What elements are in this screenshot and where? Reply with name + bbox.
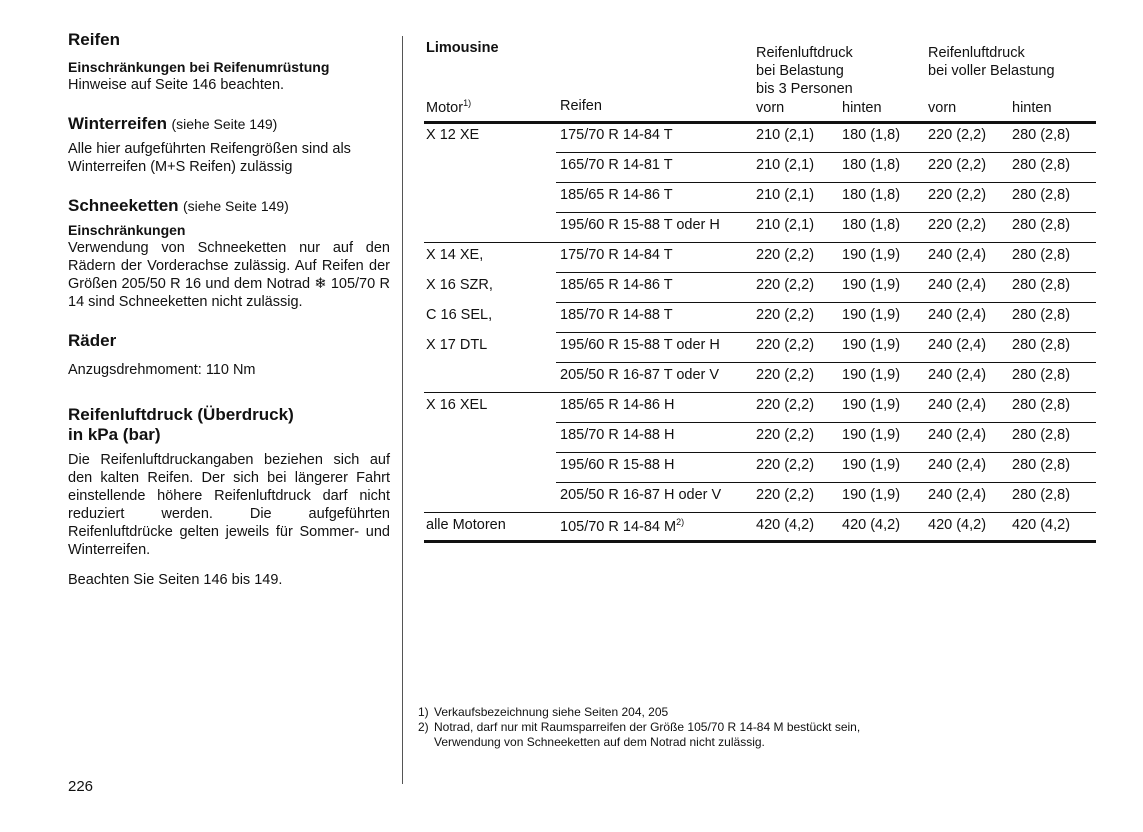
- row-rule: [424, 392, 1096, 393]
- pressure-front-3: 210 (2,1): [756, 187, 815, 203]
- page-title: Reifen: [68, 30, 120, 49]
- see-pages: Beachten Sie Seiten 146 bis 149.: [68, 572, 283, 588]
- header-front-3: vorn: [756, 100, 785, 116]
- tire-size: 195/60 R 15-88 T oder H: [560, 337, 720, 353]
- wheels-text: Anzugsdrehmoment: 110 Nm: [68, 362, 256, 378]
- footnote: [418, 720, 860, 735]
- header-tires: Reifen: [560, 98, 602, 114]
- row-rule: [424, 242, 1096, 243]
- pressure-text: Die Reifenluftdruckangaben beziehen sich auf den kalten Reifen. Der sich bei längerer Fahrt einstellende höhere Reifenluftdruck darf nicht reduziert werden. Die aufgeführten Reifenluftdrücke gelten jeweils für Sommer- und Winterreifen.: [68, 452, 390, 558]
- pressure-rear-full: 280 (2,8): [1012, 247, 1071, 263]
- footnote-mark: 2): [418, 720, 429, 734]
- body-type: Limousine: [426, 40, 499, 56]
- pressure-front-full: 220 (2,2): [928, 217, 987, 233]
- winter-ref: (siehe Seite 149): [171, 116, 278, 132]
- pressure-front-full: 240 (2,4): [928, 337, 987, 353]
- tire-size: 185/70 R 14-88 T: [560, 307, 673, 323]
- motor-cell: C 16 SEL,: [426, 307, 493, 323]
- pressure-rear-3: 190 (1,9): [842, 427, 901, 443]
- pressure-rear-3: 190 (1,9): [842, 307, 901, 323]
- pressure-rear-3: 190 (1,9): [842, 397, 901, 413]
- page-number: 226: [68, 778, 94, 795]
- pressure-front-3: 420 (4,2): [756, 517, 815, 533]
- tire-size: 195/60 R 15-88 T oder H: [560, 217, 720, 233]
- pressure-rear-3: 180 (1,8): [842, 157, 901, 173]
- footnote: [418, 735, 860, 750]
- tire-footnote-mark: 2): [676, 517, 685, 527]
- pressure-front-full: 240 (2,4): [928, 397, 987, 413]
- header-load-full: Reifenluftdruck bei voller Belastung: [928, 45, 1055, 79]
- tire-size: 165/70 R 14-81 T: [560, 157, 673, 173]
- pressure-rear-full: 280 (2,8): [1012, 367, 1071, 383]
- pressure-front-3: 210 (2,1): [756, 217, 815, 233]
- pressure-front-full: 220 (2,2): [928, 187, 987, 203]
- pressure-rear-full: 280 (2,8): [1012, 277, 1071, 293]
- pressure-front-3: 210 (2,1): [756, 157, 815, 173]
- table-bottom-rule: [424, 540, 1096, 543]
- row-rule: [424, 512, 1096, 513]
- chains-sub: Einschränkungen: [68, 222, 186, 238]
- pressure-rear-3: 190 (1,9): [842, 337, 901, 353]
- row-rule: [556, 302, 1096, 303]
- pressure-front-full: 240 (2,4): [928, 427, 987, 443]
- motor-cell: X 16 SZR,: [426, 277, 493, 293]
- pressure-front-3: 220 (2,2): [756, 277, 815, 293]
- pressure-rear-3: 190 (1,9): [842, 457, 901, 473]
- chains-ref: (siehe Seite 149): [183, 198, 289, 214]
- row-rule: [556, 182, 1096, 183]
- header-front-full: vorn: [928, 100, 957, 116]
- header-rule: [424, 121, 1096, 124]
- motor-cell: X 12 XE: [426, 127, 480, 143]
- pressure-rear-full: 280 (2,8): [1012, 127, 1071, 143]
- pressure-front-full: 420 (4,2): [928, 517, 987, 533]
- pressure-front-3: 220 (2,2): [756, 307, 815, 323]
- tire-size: 185/65 R 14-86 T: [560, 277, 673, 293]
- pressure-front-full: 220 (2,2): [928, 127, 987, 143]
- footnote-text: Notrad, darf nur mit Raumsparreifen der Größe 105/70 R 14-84 M bestückt sein,: [434, 720, 861, 734]
- row-rule: [556, 452, 1096, 453]
- pressure-front-3: 210 (2,1): [756, 127, 815, 143]
- tire-size: 185/70 R 14-88 H: [560, 427, 675, 443]
- pressure-rear-full: 280 (2,8): [1012, 457, 1071, 473]
- pressure-heading-1: Reifenluftdruck (Überdruck): [68, 405, 294, 424]
- pressure-front-full: 240 (2,4): [928, 307, 987, 323]
- header-motor: [426, 98, 471, 116]
- wheels-heading: Räder: [68, 331, 117, 350]
- pressure-front-3: 220 (2,2): [756, 247, 815, 263]
- pressure-rear-full: 280 (2,8): [1012, 157, 1071, 173]
- row-rule: [556, 332, 1096, 333]
- pressure-front-3: 220 (2,2): [756, 337, 815, 353]
- row-rule: [556, 272, 1096, 273]
- row-rule: [556, 482, 1096, 483]
- tire-size: 175/70 R 14-84 T: [560, 127, 673, 143]
- motor-cell: X 14 XE,: [426, 247, 484, 263]
- row-rule: [556, 152, 1096, 153]
- pressure-rear-3: 190 (1,9): [842, 247, 901, 263]
- header-motor-sup: 1): [463, 98, 472, 108]
- pressure-front-full: 240 (2,4): [928, 487, 987, 503]
- pressure-rear-full: 420 (4,2): [1012, 517, 1071, 533]
- pressure-rear-full: 280 (2,8): [1012, 187, 1071, 203]
- tire-size: 185/65 R 14-86 H: [560, 397, 675, 413]
- pressure-rear-full: 280 (2,8): [1012, 217, 1071, 233]
- winter-text: Alle hier aufgeführten Reifengrößen sind als Winterreifen (M+S Reifen) zulässig: [68, 141, 351, 175]
- pressure-rear-3: 180 (1,8): [842, 127, 901, 143]
- pressure-rear-full: 280 (2,8): [1012, 487, 1071, 503]
- pressure-rear-full: 280 (2,8): [1012, 337, 1071, 353]
- footnote-text: Verkaufsbezeichnung siehe Seiten 204, 205: [434, 705, 669, 719]
- footnotes: [418, 705, 860, 750]
- pressure-rear-3: 420 (4,2): [842, 517, 901, 533]
- pressure-front-full: 240 (2,4): [928, 367, 987, 383]
- pressure-rear-full: 280 (2,8): [1012, 307, 1071, 323]
- pressure-rear-3: 180 (1,8): [842, 187, 901, 203]
- motor-cell: X 17 DTL: [426, 337, 488, 353]
- header-rear-3: hinten: [842, 100, 882, 116]
- pressure-front-3: 220 (2,2): [756, 397, 815, 413]
- tire-size-text: 105/70 R 14-84 M: [560, 518, 677, 535]
- pressure-front-3: 220 (2,2): [756, 367, 815, 383]
- pressure-rear-3: 180 (1,8): [842, 217, 901, 233]
- restrictions-heading: Einschränkungen bei Reifenumrüstung: [68, 59, 330, 75]
- pressure-rear-full: 280 (2,8): [1012, 427, 1071, 443]
- footnote: [418, 705, 860, 720]
- pressure-front-full: 220 (2,2): [928, 157, 987, 173]
- pressure-front-full: 240 (2,4): [928, 457, 987, 473]
- tire-size: 195/60 R 15-88 H: [560, 457, 675, 473]
- pressure-front-3: 220 (2,2): [756, 427, 815, 443]
- pressure-rear-3: 190 (1,9): [842, 487, 901, 503]
- header-load-3: Reifenluftdruck bei Belastung bis 3 Personen: [756, 45, 853, 97]
- footnote-mark: 1): [418, 705, 429, 719]
- restrictions-note: Hinweise auf Seite 146 beachten.: [68, 77, 285, 93]
- pressure-rear-3: 190 (1,9): [842, 367, 901, 383]
- tire-size: 175/70 R 14-84 T: [560, 247, 673, 263]
- pressure-front-3: 220 (2,2): [756, 487, 815, 503]
- row-rule: [556, 362, 1096, 363]
- tire-size: [560, 517, 684, 535]
- chains-heading: Schneeketten: [68, 196, 179, 215]
- pressure-front-full: 240 (2,4): [928, 277, 987, 293]
- row-rule: [556, 422, 1096, 423]
- row-rule: [556, 212, 1096, 213]
- pressure-heading-2: in kPa (bar): [68, 425, 161, 444]
- motor-cell: alle Motoren: [426, 517, 506, 533]
- tire-size: 185/65 R 14-86 T: [560, 187, 673, 203]
- tire-size: 205/50 R 16-87 T oder V: [560, 367, 720, 383]
- motor-cell: X 16 XEL: [426, 397, 488, 413]
- pressure-front-3: 220 (2,2): [756, 457, 815, 473]
- tire-size: 205/50 R 16-87 H oder V: [560, 487, 722, 503]
- winter-heading: Winterreifen: [68, 114, 168, 133]
- pressure-rear-3: 190 (1,9): [842, 277, 901, 293]
- footnote-text: Verwendung von Schneeketten auf dem Notrad nicht zulässig.: [434, 735, 765, 749]
- pressure-front-full: 240 (2,4): [928, 247, 987, 263]
- pressure-rear-full: 280 (2,8): [1012, 397, 1071, 413]
- header-motor-label: Motor: [426, 99, 464, 116]
- chains-text: Verwendung von Schneeketten nur auf den Rädern der Vorderachse zulässig. Auf Reifen der Größen 205/50 R 16 und dem Notrad ❄ 105/70 R 14 sind Schneeketten nicht zulässig.: [68, 240, 390, 310]
- header-rear-full: hinten: [1012, 100, 1052, 116]
